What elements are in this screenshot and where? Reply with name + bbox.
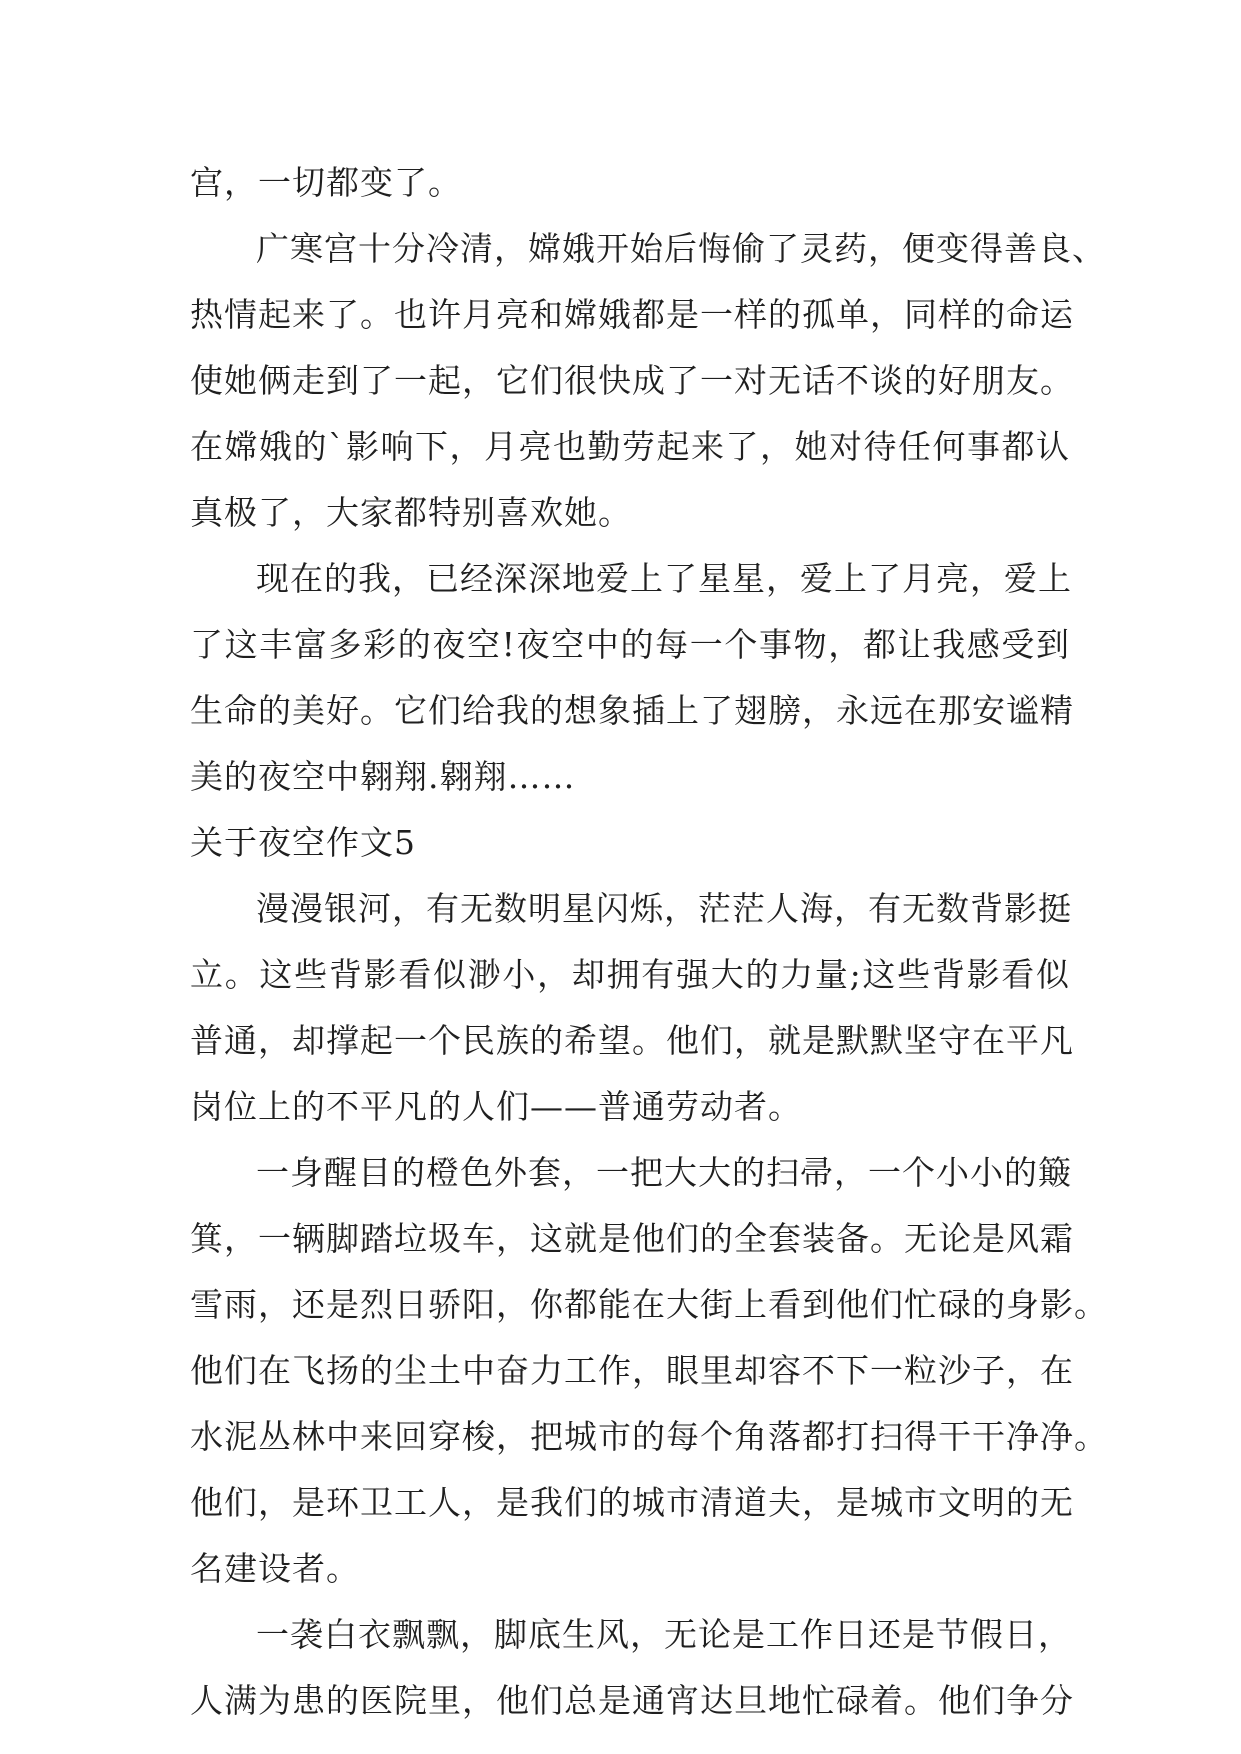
text-line: 他们在飞扬的尘土中奋力工作，眼里却容不下一粒沙子，在 xyxy=(190,1351,1074,1390)
text-line: 宫，一切都变了。 xyxy=(190,163,462,202)
section-heading: 关于夜空作文5 xyxy=(190,823,416,862)
paragraph-start-line: 漫漫银河，有无数明星闪烁，茫茫人海，有无数背影挺 xyxy=(256,889,1072,928)
paragraph-start-line: 一身醒目的橙色外套，一把大大的扫帚，一个小小的簸 xyxy=(256,1153,1072,1192)
text-line: 使她俩走到了一起，它们很快成了一对无话不谈的好朋友。 xyxy=(190,361,1074,400)
text-line: 了这丰富多彩的夜空!夜空中的每一个事物，都让我感受到 xyxy=(190,625,1070,664)
text-line: 真极了，大家都特别喜欢她。 xyxy=(190,493,632,532)
paragraph-start-line: 现在的我，已经深深地爱上了星星，爱上了月亮，爱上 xyxy=(256,559,1072,598)
text-line: 箕，一辆脚踏垃圾车，这就是他们的全套装备。无论是风霜 xyxy=(190,1219,1074,1258)
text-line: 他们，是环卫工人，是我们的城市清道夫，是城市文明的无 xyxy=(190,1483,1074,1522)
document-body xyxy=(190,150,1108,1734)
text-line: 雪雨，还是烈日骄阳，你都能在大街上看到他们忙碌的身影。 xyxy=(190,1285,1108,1324)
text-line: 生命的美好。它们给我的想象插上了翅膀，永远在那安谧精 xyxy=(190,691,1074,730)
text-line: 岗位上的不平凡的人们——普通劳动者。 xyxy=(190,1087,802,1126)
text-line: 热情起来了。也许月亮和嫦娥都是一样的孤单，同样的命运 xyxy=(190,295,1074,334)
text-line: 在嫦娥的`影响下，月亮也勤劳起来了，她对待任何事都认 xyxy=(190,427,1070,466)
paragraph-start-line: 一袭白衣飘飘，脚底生风，无论是工作日还是节假日， xyxy=(256,1615,1072,1654)
text-line: 水泥丛林中来回穿梭，把城市的每个角落都打扫得干干净净。 xyxy=(190,1417,1108,1456)
text-line: 人满为患的医院里，他们总是通宵达旦地忙碌着。他们争分 xyxy=(190,1681,1074,1720)
text-line: 美的夜空中翱翔.翱翔…… xyxy=(190,757,576,796)
paragraph-start-line: 广寒宫十分冷清，嫦娥开始后悔偷了灵药，便变得善良、 xyxy=(256,229,1106,268)
text-line: 普通，却撑起一个民族的希望。他们，就是默默坚守在平凡 xyxy=(190,1021,1074,1060)
text-line: 立。这些背影看似渺小，却拥有强大的力量;这些背影看似 xyxy=(190,955,1070,994)
text-line: 名建设者。 xyxy=(190,1549,360,1588)
